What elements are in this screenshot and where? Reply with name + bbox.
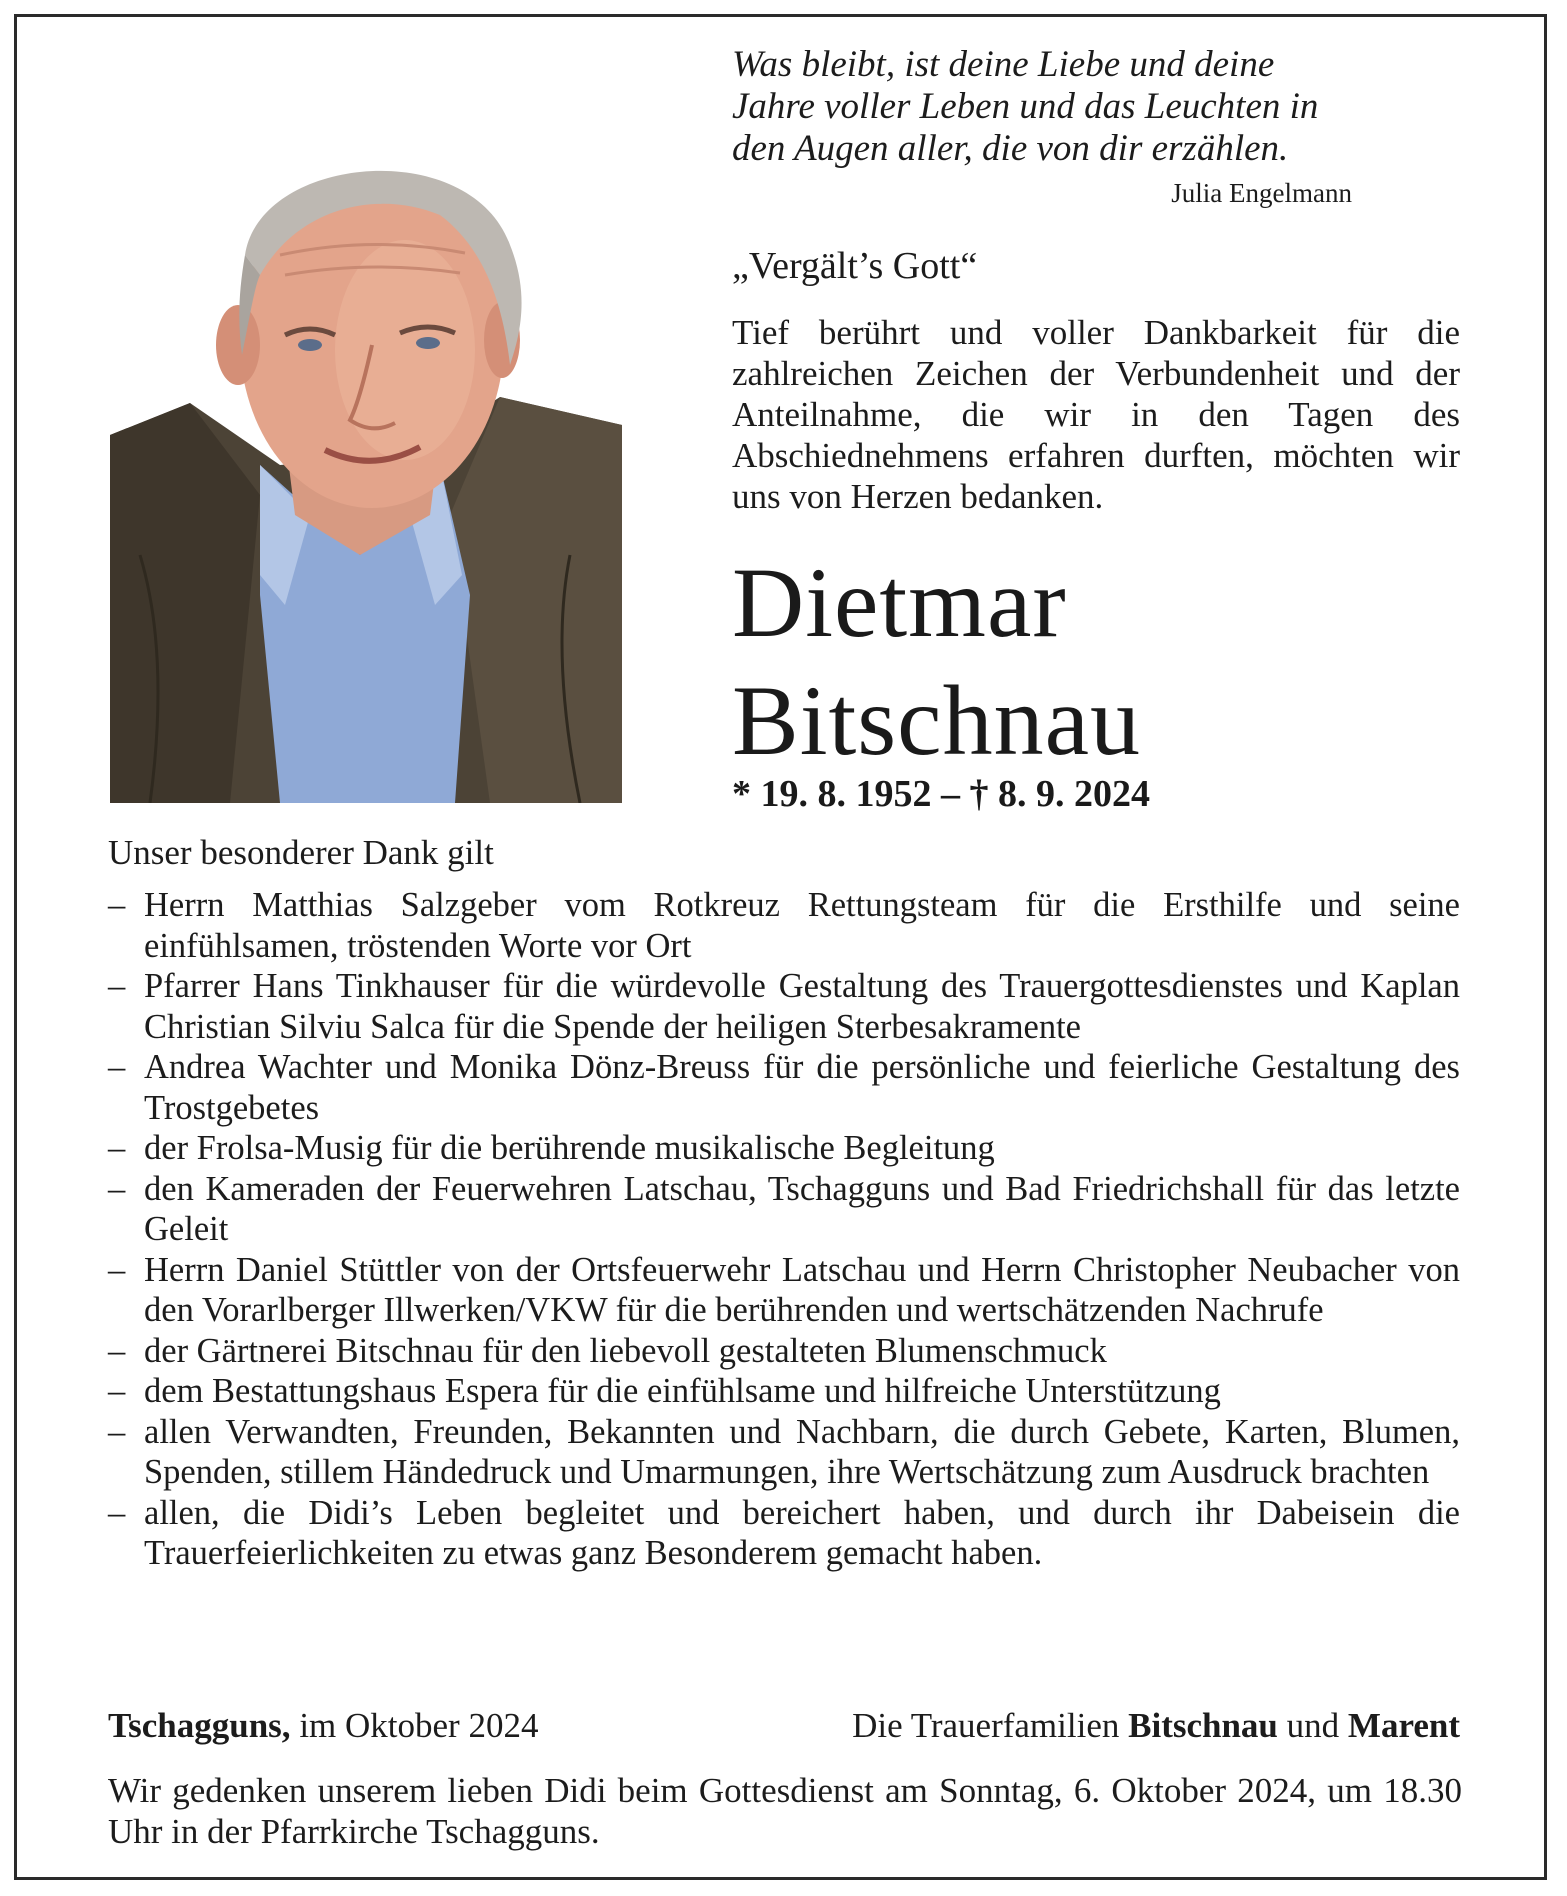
list-item-text: Herrn Matthias Salzgeber vom Rotkreuz Rettungsteam für die Ersthilfe und seine einfühlsamen, tröstenden Worte vor Ort [144,886,1460,965]
list-item [108,1493,1460,1574]
dash-marker: – [108,1493,126,1532]
dash-marker: – [108,967,126,1005]
life-dates: * 19. 8. 1952 – † 8. 9. 2024 [732,773,1150,815]
quote-line: Jahre voller Leben und das Leuchten in [732,86,1319,127]
list-item [108,1331,1460,1372]
place: Tschagguns, [108,1706,291,1745]
dash-marker: – [108,1169,126,1208]
list-item-text: allen Verwandten, Freunden, Bekannten und Nachbarn, die durch Gebete, Karten, Blumen, Spenden, stillem Händedruck und Umarmungen, ihre Wertschätzung zum Ausdruck brachten [144,1412,1460,1491]
family-name-1: Bitschnau [1128,1706,1278,1745]
gratitude-list [108,885,1460,1574]
place-date [108,1706,538,1746]
quote-line: den Augen aller, die von dir erzählen. [732,128,1289,169]
first-name: Dietmar [732,547,1067,658]
list-item [108,885,1460,966]
deceased-name [732,544,1452,780]
thanks-title: „Vergält’s Gott“ [732,245,978,287]
quote-line: Was bleibt, ist deine Liebe und deine [732,44,1275,85]
list-item-text: Pfarrer Hans Tinkhauser für die würdevolle Gestaltung des Trauergottesdienstes und Kaplan Christian Silviu Salca für die Spende der heiligen Sterbesakramente [144,967,1460,1046]
list-item [108,1412,1460,1493]
list-item-text: dem Bestattungshaus Espera für die einfühlsame und hilfreiche Unterstützung [144,1372,1221,1410]
list-item-text: Andrea Wachter und Monika Dönz-Breuss für die persönliche und feierliche Gestaltung des Trostgebetes [144,1048,1460,1127]
list-item [108,1128,1460,1169]
list-item [108,1250,1460,1331]
list-item [108,1371,1460,1412]
family-name-2: Marent [1347,1706,1460,1745]
list-item [108,1047,1460,1128]
portrait-photo [110,135,622,803]
quote [732,44,1362,170]
quote-author: Julia Engelmann [1171,178,1352,208]
list-item-text: allen, die Didi’s Leben begleitet und bereichert haben, und durch ihr Dabeisein die Trauerfeierlichkeiten zu etwas ganz Besonderem gemacht haben. [144,1493,1460,1572]
last-name: Bitschnau [732,665,1141,776]
list-item [108,1169,1460,1250]
family-signature [728,1706,1460,1746]
thanks-body: Tief berührt und voller Dankbarkeit für die zahlreichen Zeichen der Verbundenheit und der Anteilnahme, die wir in den Tagen des Abschiednehmens erfahren durften, möchten wir uns von Herzen bedanken. [732,313,1460,516]
dash-marker: – [108,886,126,924]
dash-marker: – [108,1331,126,1370]
gratitude-intro: Unser besonderer Dank gilt [108,833,494,872]
family-prefix: Die Trauerfamilien [852,1706,1120,1745]
dash-marker: – [108,1412,126,1451]
date: im Oktober 2024 [299,1706,539,1745]
memorial-notice: Wir gedenken unserem lieben Didi beim Gottesdienst am Sonntag, 6. Oktober 2024, um 18.30 Uhr in der Pfarrkirche Tschagguns. [108,1771,1462,1851]
dash-marker: – [108,1129,126,1167]
list-item-text: Herrn Daniel Stüttler von der Ortsfeuerwehr Latschau und Herrn Christopher Neubacher von den Vorarlberger Illwerken/VKW für die berührenden und wertschätzenden Nachrufe [144,1250,1460,1329]
list-item-text: den Kameraden der Feuerwehren Latschau, Tschagguns und Bad Friedrichshall für das letzte Geleit [144,1169,1460,1248]
dash-marker: – [108,1048,126,1086]
list-item-text: der Frolsa-Musig für die berührende musikalische Begleitung [144,1129,995,1167]
list-item [108,966,1460,1047]
dash-marker: – [108,1372,126,1410]
family-joiner: und [1286,1706,1340,1745]
list-item-text: der Gärtnerei Bitschnau für den liebevoll gestalteten Blumenschmuck [144,1331,1107,1370]
dash-marker: – [108,1250,126,1289]
